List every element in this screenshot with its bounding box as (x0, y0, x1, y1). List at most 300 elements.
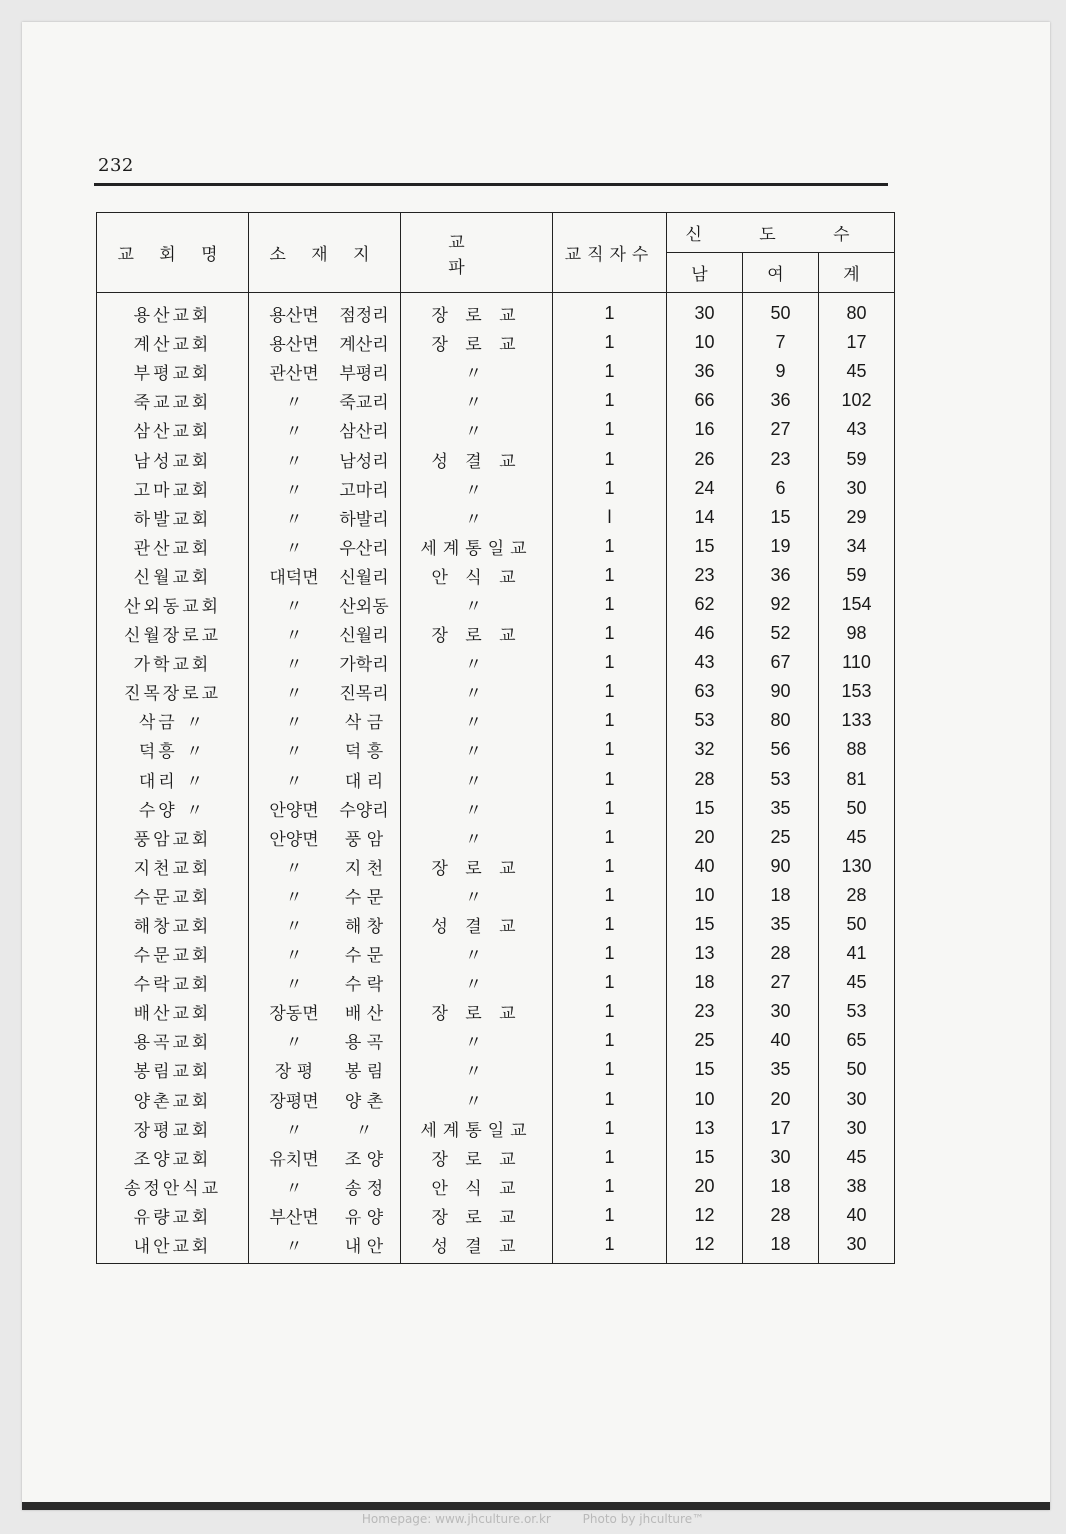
cell-denomination: 안 식 교 (401, 561, 553, 590)
cell-township: 〃 (285, 655, 303, 676)
church-statistics-table (96, 212, 895, 1264)
cell-denomination: 〃 (401, 1055, 553, 1084)
cell-location (249, 1201, 401, 1230)
cell-location (249, 328, 401, 357)
cell-location (249, 677, 401, 706)
cell-female: 35 (743, 1055, 819, 1084)
cell-male: 14 (667, 503, 743, 532)
cell-location (249, 765, 401, 794)
cell-village: 삼산리 (339, 422, 389, 443)
cell-township: 장 평 (274, 1062, 314, 1083)
table-row (97, 1172, 895, 1201)
table-row (97, 1085, 895, 1114)
cell-village: 봉 림 (344, 1062, 384, 1083)
cell-village: 〃 (355, 1120, 373, 1141)
cell-church-name: 장평교회 (97, 1114, 249, 1143)
cell-church-name: 계산교회 (97, 328, 249, 357)
cell-male: 63 (667, 677, 743, 706)
cell-township: 용산면 (269, 335, 319, 356)
cell-location (249, 1114, 401, 1143)
cell-total: 38 (819, 1172, 895, 1201)
cell-church-name: 지천교회 (97, 852, 249, 881)
cell-male: 13 (667, 939, 743, 968)
cell-total: 133 (819, 706, 895, 735)
cell-total: 53 (819, 997, 895, 1026)
cell-location (249, 503, 401, 532)
cell-male: 53 (667, 706, 743, 735)
table-row (97, 1201, 895, 1230)
table-row (97, 293, 895, 329)
cell-male: 10 (667, 328, 743, 357)
cell-female: 40 (743, 1026, 819, 1055)
cell-township: 〃 (285, 1120, 303, 1141)
cell-female: 6 (743, 474, 819, 503)
cell-total: 50 (819, 1055, 895, 1084)
cell-total: 98 (819, 619, 895, 648)
cell-location (249, 1085, 401, 1114)
cell-denomination: 장 로 교 (401, 997, 553, 1026)
cell-male: 18 (667, 968, 743, 997)
cell-male: 30 (667, 293, 743, 329)
cell-denomination: 〃 (401, 648, 553, 677)
table-row (97, 415, 895, 444)
cell-denomination: 성 결 교 (401, 1230, 553, 1264)
cell-total: 30 (819, 474, 895, 503)
table-row (97, 619, 895, 648)
cell-denomination: 안 식 교 (401, 1172, 553, 1201)
cell-township: 〃 (285, 480, 303, 501)
cell-village: 조 양 (344, 1149, 384, 1170)
cell-female: 7 (743, 328, 819, 357)
cell-clergy-count: 1 (553, 648, 667, 677)
cell-village: 대 리 (344, 771, 384, 792)
header-church-name: 교 회 명 (97, 213, 249, 293)
cell-male: 15 (667, 910, 743, 939)
header-denomination: 교 파 (401, 213, 553, 293)
table-row (97, 735, 895, 764)
cell-village: 우산리 (339, 538, 389, 559)
cell-church-name: 용곡교회 (97, 1026, 249, 1055)
cell-location (249, 357, 401, 386)
cell-clergy-count: 1 (553, 1026, 667, 1055)
cell-township: 〃 (285, 1237, 303, 1258)
bottom-rule (22, 1502, 1050, 1510)
cell-denomination: 〃 (401, 677, 553, 706)
cell-total: 59 (819, 444, 895, 473)
cell-clergy-count: l (553, 503, 667, 532)
cell-male: 24 (667, 474, 743, 503)
cell-clergy-count: 1 (553, 357, 667, 386)
cell-denomination: 〃 (401, 386, 553, 415)
cell-church-name: 남성교회 (97, 444, 249, 473)
cell-church-name: 수양 〃 (97, 794, 249, 823)
cell-location (249, 881, 401, 910)
cell-denomination: 장 로 교 (401, 619, 553, 648)
cell-location (249, 1026, 401, 1055)
cell-clergy-count: 1 (553, 293, 667, 329)
table-row (97, 939, 895, 968)
cell-village: 지 천 (344, 858, 384, 879)
cell-church-name: 봉림교회 (97, 1055, 249, 1084)
cell-female: 18 (743, 1172, 819, 1201)
cell-village: 풍 암 (344, 829, 384, 850)
cell-male: 15 (667, 532, 743, 561)
cell-male: 62 (667, 590, 743, 619)
cell-denomination: 장 로 교 (401, 293, 553, 329)
cell-clergy-count: 1 (553, 968, 667, 997)
cell-location (249, 648, 401, 677)
cell-denomination: 〃 (401, 706, 553, 735)
cell-church-name: 수문교회 (97, 881, 249, 910)
cell-township: 〃 (285, 451, 303, 472)
cell-male: 23 (667, 561, 743, 590)
table-row (97, 881, 895, 910)
cell-church-name: 덕흥 〃 (97, 735, 249, 764)
cell-village: 양 촌 (344, 1091, 384, 1112)
cell-village: 죽교리 (339, 393, 389, 414)
cell-clergy-count: 1 (553, 852, 667, 881)
cell-denomination: 〃 (401, 415, 553, 444)
cell-township: 용산면 (269, 306, 319, 327)
cell-denomination: 〃 (401, 357, 553, 386)
cell-female: 36 (743, 386, 819, 415)
cell-female: 80 (743, 706, 819, 735)
cell-village: 삭 금 (344, 713, 384, 734)
cell-total: 80 (819, 293, 895, 329)
table-row (97, 677, 895, 706)
cell-denomination: 장 로 교 (401, 852, 553, 881)
cell-female: 35 (743, 910, 819, 939)
table-row (97, 997, 895, 1026)
cell-denomination: 〃 (401, 968, 553, 997)
table-row (97, 590, 895, 619)
cell-location (249, 1172, 401, 1201)
cell-village: 하발리 (339, 509, 389, 530)
table-row (97, 910, 895, 939)
cell-total: 45 (819, 1143, 895, 1172)
cell-clergy-count: 1 (553, 532, 667, 561)
cell-township: 〃 (285, 1178, 303, 1199)
cell-female: 67 (743, 648, 819, 677)
cell-location (249, 997, 401, 1026)
cell-township: 유치면 (269, 1149, 319, 1170)
cell-denomination: 〃 (401, 590, 553, 619)
cell-township: 〃 (285, 771, 303, 792)
cell-male: 15 (667, 794, 743, 823)
cell-denomination: 〃 (401, 1026, 553, 1055)
table-row (97, 503, 895, 532)
cell-church-name: 부평교회 (97, 357, 249, 386)
table-row (97, 328, 895, 357)
cell-male: 12 (667, 1230, 743, 1264)
cell-location (249, 561, 401, 590)
cell-clergy-count: 1 (553, 561, 667, 590)
cell-total: 41 (819, 939, 895, 968)
cell-clergy-count: 1 (553, 1114, 667, 1143)
cell-township: 〃 (285, 1033, 303, 1054)
table-row (97, 474, 895, 503)
cell-denomination: 장 로 교 (401, 328, 553, 357)
cell-village: 덕 흥 (344, 742, 384, 763)
cell-village: 배 산 (344, 1004, 384, 1025)
table-row (97, 706, 895, 735)
cell-female: 90 (743, 852, 819, 881)
cell-village: 가학리 (339, 655, 389, 676)
cell-denomination: 〃 (401, 823, 553, 852)
table-row (97, 765, 895, 794)
header-location: 소 재 지 (249, 213, 401, 293)
cell-church-name: 유량교회 (97, 1201, 249, 1230)
cell-village: 고마리 (339, 480, 389, 501)
cell-township: 부산면 (269, 1207, 319, 1228)
cell-male: 15 (667, 1055, 743, 1084)
cell-village: 남성리 (339, 451, 389, 472)
cell-male: 12 (667, 1201, 743, 1230)
cell-location (249, 1230, 401, 1264)
cell-village: 부평리 (339, 364, 389, 385)
cell-female: 18 (743, 1230, 819, 1264)
table-row (97, 532, 895, 561)
cell-male: 13 (667, 1114, 743, 1143)
cell-township: 안양면 (269, 829, 319, 850)
cell-location (249, 939, 401, 968)
table-row (97, 1114, 895, 1143)
cell-church-name: 송정안식교 (97, 1172, 249, 1201)
cell-total: 50 (819, 794, 895, 823)
cell-denomination: 장 로 교 (401, 1201, 553, 1230)
cell-female: 35 (743, 794, 819, 823)
cell-township: 〃 (285, 887, 303, 908)
cell-female: 90 (743, 677, 819, 706)
cell-clergy-count: 1 (553, 1230, 667, 1264)
cell-village: 신월리 (339, 567, 389, 588)
cell-church-name: 신월장로교 (97, 619, 249, 648)
cell-church-name: 배산교회 (97, 997, 249, 1026)
cell-location (249, 735, 401, 764)
cell-church-name: 해창교회 (97, 910, 249, 939)
cell-total: 110 (819, 648, 895, 677)
cell-clergy-count: 1 (553, 415, 667, 444)
cell-location (249, 590, 401, 619)
cell-total: 153 (819, 677, 895, 706)
cell-township: 〃 (285, 422, 303, 443)
cell-village: 신월리 (339, 626, 389, 647)
cell-township: 〃 (285, 596, 303, 617)
cell-male: 66 (667, 386, 743, 415)
cell-denomination: 세계통일교 (401, 532, 553, 561)
cell-church-name: 양촌교회 (97, 1085, 249, 1114)
cell-location (249, 910, 401, 939)
cell-female: 17 (743, 1114, 819, 1143)
table-row (97, 1026, 895, 1055)
cell-church-name: 죽교교회 (97, 386, 249, 415)
cell-village: 수양리 (339, 800, 389, 821)
cell-female: 92 (743, 590, 819, 619)
header-rule (94, 183, 888, 186)
cell-denomination: 〃 (401, 794, 553, 823)
cell-clergy-count: 1 (553, 590, 667, 619)
cell-location (249, 823, 401, 852)
cell-location (249, 1143, 401, 1172)
cell-total: 34 (819, 532, 895, 561)
cell-township: 관산면 (269, 364, 319, 385)
cell-total: 45 (819, 357, 895, 386)
cell-clergy-count: 1 (553, 1201, 667, 1230)
cell-village: 내 안 (344, 1237, 384, 1258)
cell-denomination: 성 결 교 (401, 910, 553, 939)
cell-clergy-count: 1 (553, 881, 667, 910)
cell-clergy-count: 1 (553, 677, 667, 706)
cell-male: 20 (667, 1172, 743, 1201)
cell-clergy-count: 1 (553, 765, 667, 794)
cell-village: 유 양 (344, 1207, 384, 1228)
cell-church-name: 조양교회 (97, 1143, 249, 1172)
cell-total: 30 (819, 1114, 895, 1143)
cell-village: 송 정 (344, 1178, 384, 1199)
cell-total: 40 (819, 1201, 895, 1230)
cell-church-name: 수락교회 (97, 968, 249, 997)
cell-clergy-count: 1 (553, 823, 667, 852)
cell-church-name: 삭금 〃 (97, 706, 249, 735)
cell-female: 23 (743, 444, 819, 473)
cell-female: 56 (743, 735, 819, 764)
cell-denomination: 〃 (401, 881, 553, 910)
cell-female: 20 (743, 1085, 819, 1114)
cell-clergy-count: 1 (553, 939, 667, 968)
cell-female: 27 (743, 415, 819, 444)
cell-total: 88 (819, 735, 895, 764)
cell-location (249, 852, 401, 881)
cell-village: 수 문 (344, 887, 384, 908)
table-row (97, 561, 895, 590)
cell-location (249, 968, 401, 997)
cell-village: 해 창 (344, 917, 384, 938)
cell-total: 154 (819, 590, 895, 619)
cell-township: 〃 (285, 509, 303, 530)
cell-village: 수 락 (344, 975, 384, 996)
cell-village: 산외동 (339, 596, 389, 617)
cell-location (249, 293, 401, 329)
cell-male: 46 (667, 619, 743, 648)
cell-female: 28 (743, 1201, 819, 1230)
cell-clergy-count: 1 (553, 1055, 667, 1084)
cell-church-name: 신월교회 (97, 561, 249, 590)
cell-denomination: 〃 (401, 1085, 553, 1114)
table-row (97, 357, 895, 386)
cell-church-name: 풍암교회 (97, 823, 249, 852)
cell-location (249, 474, 401, 503)
cell-total: 50 (819, 910, 895, 939)
header-believers: 신 도 수 (667, 213, 895, 253)
cell-total: 30 (819, 1230, 895, 1264)
cell-male: 43 (667, 648, 743, 677)
header-male: 남 (667, 253, 743, 293)
cell-female: 28 (743, 939, 819, 968)
cell-clergy-count: 1 (553, 1085, 667, 1114)
cell-location (249, 415, 401, 444)
cell-total: 17 (819, 328, 895, 357)
cell-male: 32 (667, 735, 743, 764)
cell-denomination: 〃 (401, 939, 553, 968)
cell-male: 15 (667, 1143, 743, 1172)
cell-female: 19 (743, 532, 819, 561)
table-row (97, 968, 895, 997)
cell-township: 〃 (285, 684, 303, 705)
cell-male: 10 (667, 881, 743, 910)
cell-total: 102 (819, 386, 895, 415)
footer-photo-credit: Photo by jhculture™ (582, 1512, 705, 1526)
cell-township: 〃 (285, 742, 303, 763)
table-row (97, 852, 895, 881)
cell-male: 26 (667, 444, 743, 473)
cell-location (249, 706, 401, 735)
cell-female: 27 (743, 968, 819, 997)
table-row (97, 1143, 895, 1172)
cell-township: 〃 (285, 858, 303, 879)
cell-female: 18 (743, 881, 819, 910)
cell-clergy-count: 1 (553, 474, 667, 503)
header-clergy-count: 교직자수 (553, 213, 667, 293)
table-row (97, 1230, 895, 1264)
cell-total: 81 (819, 765, 895, 794)
cell-location (249, 532, 401, 561)
cell-total: 45 (819, 968, 895, 997)
cell-female: 53 (743, 765, 819, 794)
cell-female: 36 (743, 561, 819, 590)
cell-village: 점정리 (339, 306, 389, 327)
cell-church-name: 하발교회 (97, 503, 249, 532)
cell-village: 계산리 (339, 335, 389, 356)
cell-church-name: 용산교회 (97, 293, 249, 329)
cell-denomination: 〃 (401, 735, 553, 764)
header-total: 계 (819, 253, 895, 293)
table-row (97, 648, 895, 677)
cell-church-name: 산외동교회 (97, 590, 249, 619)
cell-clergy-count: 1 (553, 1143, 667, 1172)
cell-denomination: 성 결 교 (401, 444, 553, 473)
cell-village: 진목리 (339, 684, 389, 705)
cell-township: 〃 (285, 538, 303, 559)
cell-clergy-count: 1 (553, 706, 667, 735)
cell-church-name: 고마교회 (97, 474, 249, 503)
page-number: 232 (98, 155, 134, 176)
cell-female: 52 (743, 619, 819, 648)
cell-total: 65 (819, 1026, 895, 1055)
cell-township: 안양면 (269, 800, 319, 821)
table-row (97, 444, 895, 473)
cell-clergy-count: 1 (553, 910, 667, 939)
cell-denomination: 세계통일교 (401, 1114, 553, 1143)
cell-township: 〃 (285, 626, 303, 647)
cell-total: 43 (819, 415, 895, 444)
cell-clergy-count: 1 (553, 619, 667, 648)
cell-clergy-count: 1 (553, 328, 667, 357)
cell-church-name: 진목장로교 (97, 677, 249, 706)
cell-township: 〃 (285, 917, 303, 938)
cell-clergy-count: 1 (553, 386, 667, 415)
cell-female: 25 (743, 823, 819, 852)
cell-male: 28 (667, 765, 743, 794)
cell-church-name: 대리 〃 (97, 765, 249, 794)
cell-location (249, 444, 401, 473)
cell-church-name: 수문교회 (97, 939, 249, 968)
cell-clergy-count: 1 (553, 444, 667, 473)
header-female: 여 (743, 253, 819, 293)
cell-church-name: 삼산교회 (97, 415, 249, 444)
cell-location (249, 386, 401, 415)
cell-male: 16 (667, 415, 743, 444)
cell-denomination: 〃 (401, 765, 553, 794)
